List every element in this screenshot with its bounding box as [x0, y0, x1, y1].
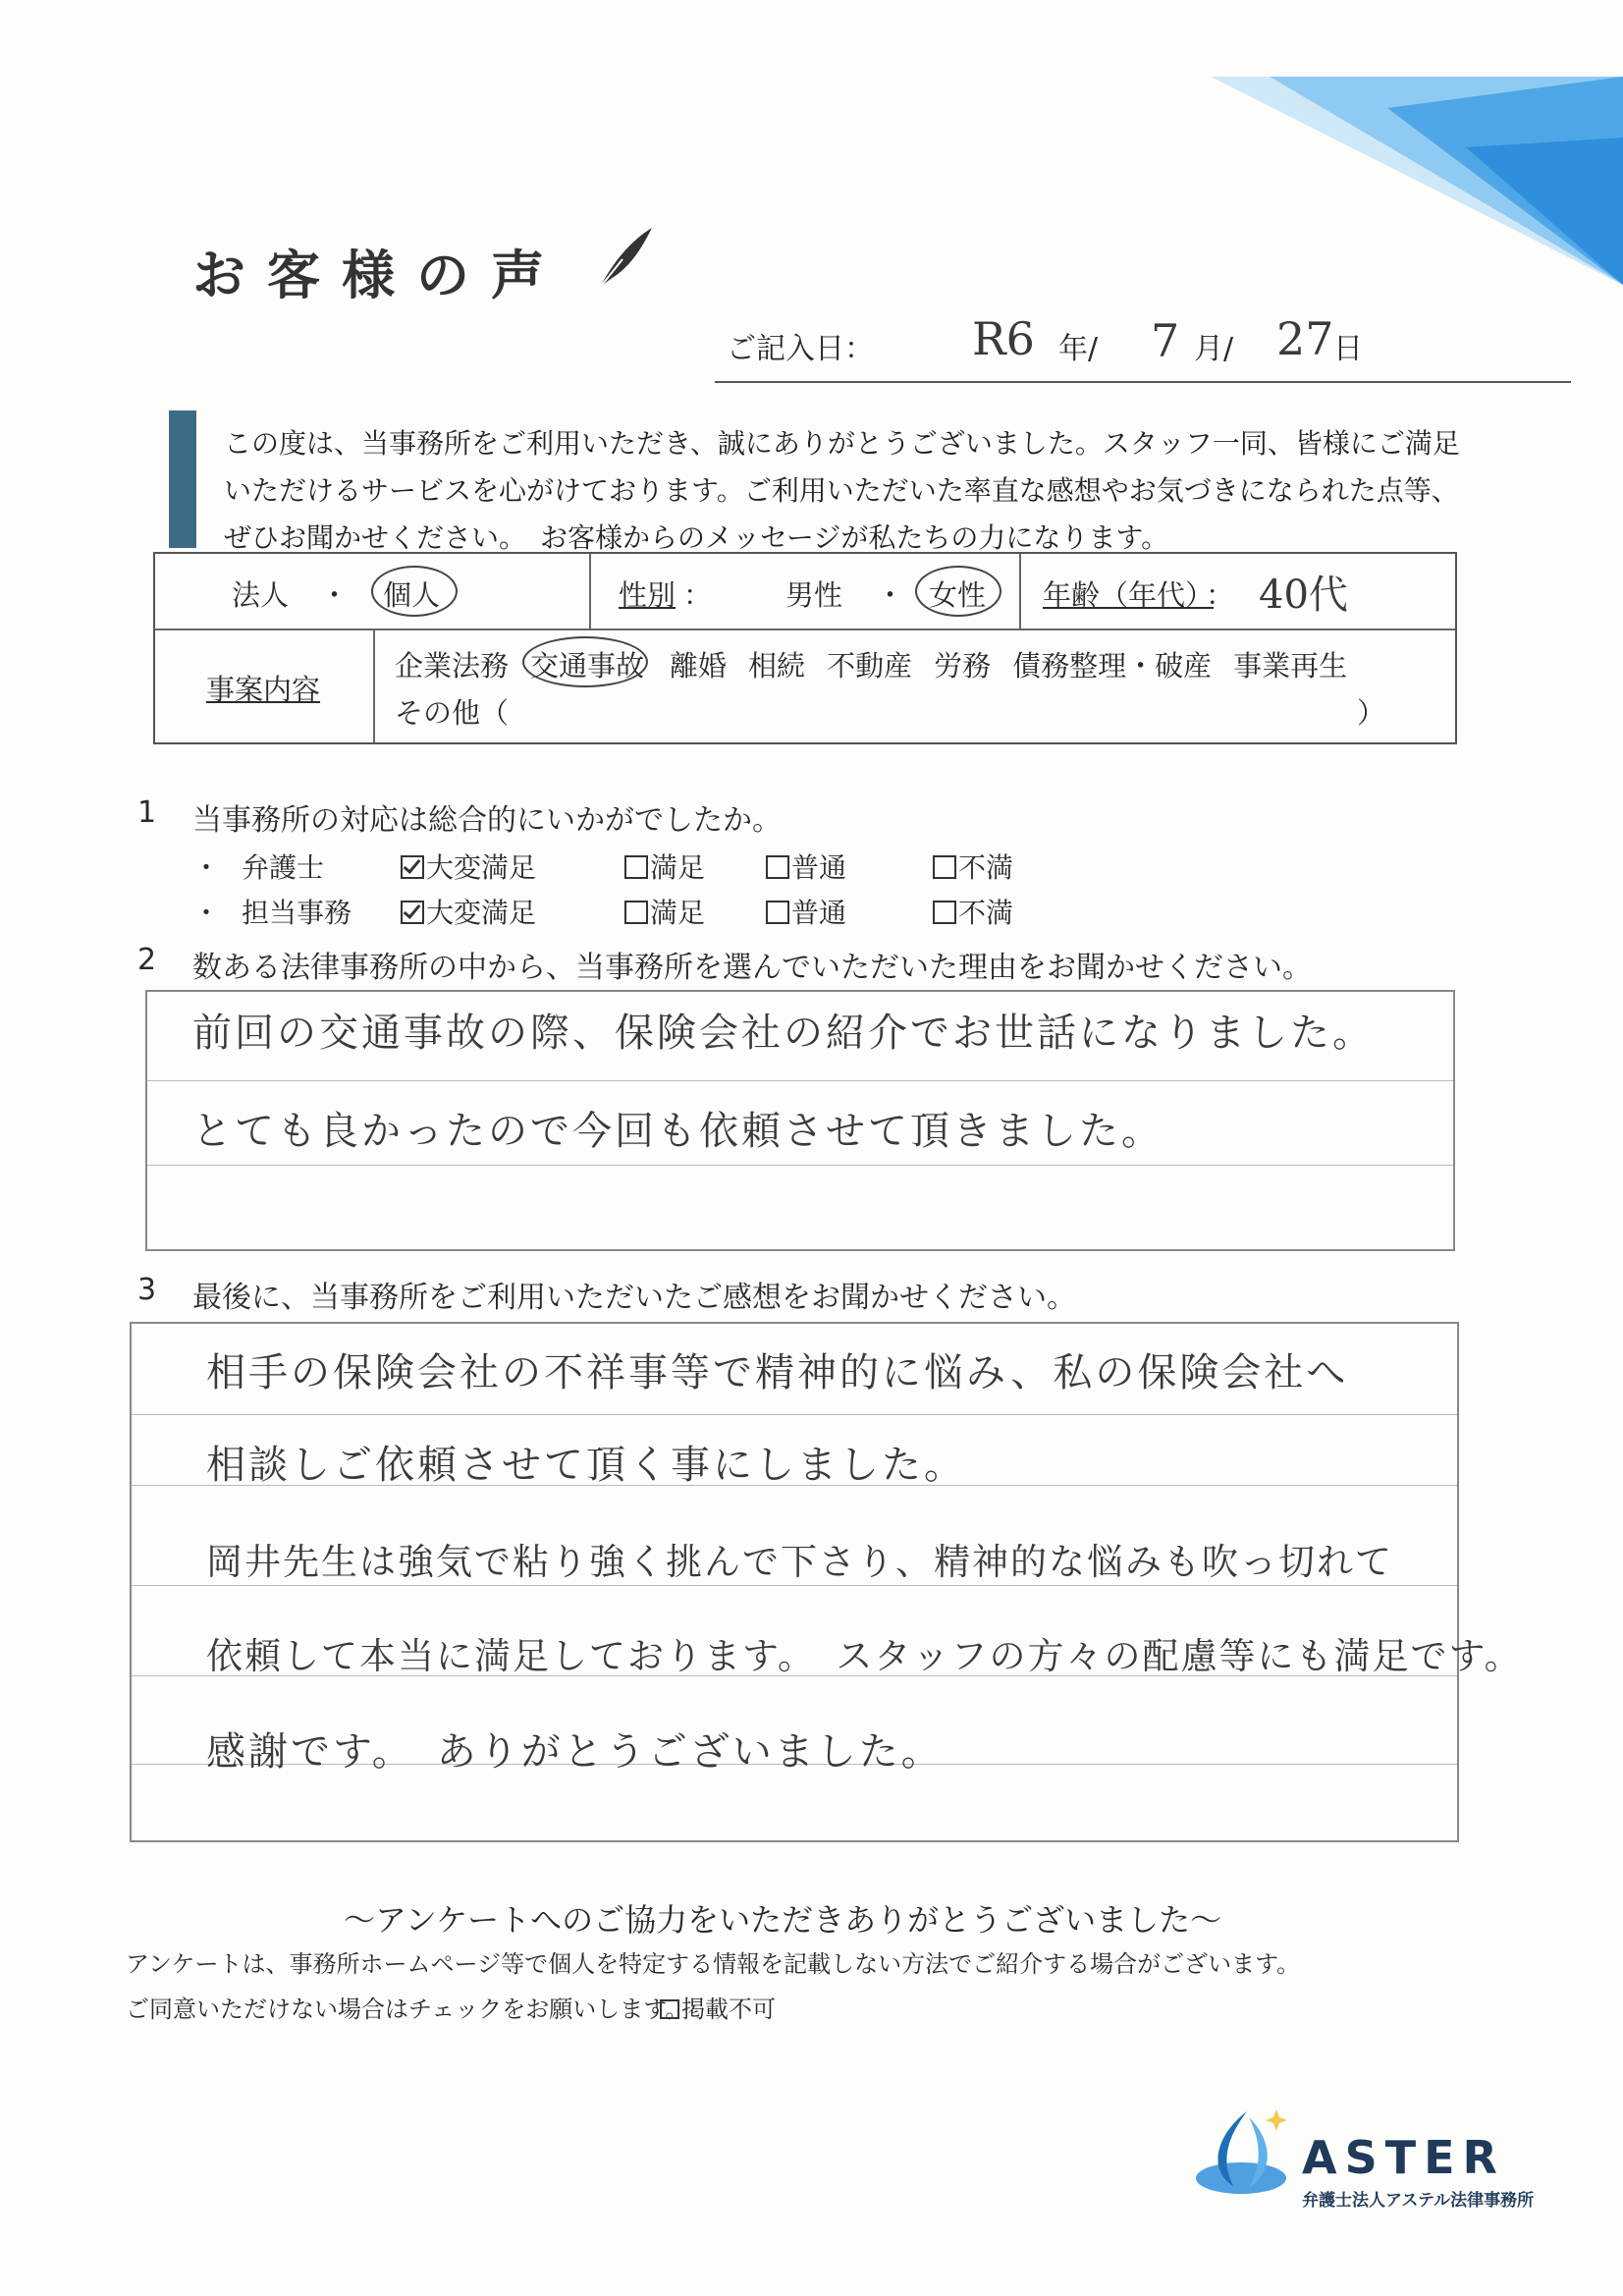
male-option: 男性 — [785, 578, 843, 612]
intro-accent-bar — [169, 410, 196, 548]
q1-option: 普通 — [766, 847, 846, 886]
checkbox[interactable] — [766, 901, 789, 924]
checkbox-checked[interactable] — [401, 855, 424, 879]
q3-text: 最後に、当事務所をご利用いただいたご感想をお聞かせください。 — [192, 1281, 1076, 1315]
q2-number: 2 — [137, 943, 157, 977]
q1-number: 1 — [137, 795, 157, 830]
date-underline — [715, 381, 1571, 383]
intro-line-2: いただけるサービスを心がけております。ご利用いただいた率直な感想やお気づきになられた点等、 — [224, 474, 1459, 507]
case-option: 事業再生 — [1233, 649, 1348, 683]
checkbox[interactable] — [766, 855, 789, 879]
thanks-message: 〜アンケートへのご協力をいただきありがとうございました〜 — [344, 1901, 1222, 1939]
other-open: その他（ — [395, 696, 510, 730]
q3-number: 3 — [137, 1273, 157, 1307]
case-option: 相続 — [748, 649, 806, 683]
individual-option: 個人 — [383, 578, 441, 612]
divider — [1019, 554, 1021, 629]
q1-option: 大変満足 — [401, 892, 536, 931]
date-era: R6 — [972, 312, 1035, 365]
q1-option: 大変満足 — [401, 847, 536, 886]
q3-answer-line: 岡井先生は強気で粘り強く挑んで下さり、精神的な悩みも吹っ切れて — [206, 1541, 1393, 1583]
case-option: 債務整理・破産 — [1012, 649, 1213, 683]
page-title: お客様の声 — [192, 245, 566, 306]
checkbox[interactable] — [624, 901, 648, 924]
intro-line-1: この度は、当事務所をご利用いただき、誠にありがとうございました。スタッフ一同、皆様にご満足 — [224, 427, 1460, 460]
q2-text: 数ある法律事務所の中から、当事務所を選んでいただいた理由をお聞かせください。 — [192, 951, 1312, 985]
q3-answer-line: 相手の保険会社の不祥事等で精神的に悩み、私の保険会社へ — [206, 1350, 1349, 1395]
dot-separator: ・ — [320, 578, 350, 612]
aster-logo-text: ASTER — [1302, 2131, 1505, 2184]
corner-triangle-decoration — [1211, 0, 1623, 295]
q1-option: 不満 — [933, 892, 1013, 931]
q1-option: 満足 — [624, 892, 705, 931]
checkbox[interactable] — [624, 855, 648, 879]
q1-row-bullet: ・ — [192, 851, 221, 884]
intro-text — [224, 420, 1540, 562]
q1-option: 満足 — [624, 847, 705, 886]
q1-option: 不満 — [933, 847, 1013, 886]
case-option: 離婚 — [670, 649, 728, 683]
q1-row-label: 弁護士 — [242, 851, 325, 884]
divider — [373, 629, 375, 742]
gender-colon: ： — [683, 578, 713, 612]
checkbox[interactable] — [933, 901, 956, 924]
ruled-line — [147, 1165, 1453, 1166]
selected-circle — [522, 636, 648, 687]
q1-text: 当事務所の対応は総合的にいかがでしたか。 — [192, 803, 782, 838]
case-option: 労務 — [934, 649, 992, 683]
date-day-unit: 日 — [1333, 332, 1363, 366]
age-colon: ： — [1206, 578, 1235, 612]
intro-line-3: ぜひお聞かせください。 お客様からのメッセージが私たちの力になります。 — [224, 521, 1169, 554]
date-year-unit: 年/ — [1058, 332, 1099, 366]
q2-answer-line: とても良かったので今回も依頼させて頂きました。 — [192, 1109, 1163, 1154]
date-label: ご記入日： — [727, 332, 874, 366]
checkbox[interactable] — [933, 855, 956, 879]
no-publish-checkbox[interactable] — [660, 1999, 679, 2019]
client-info-table — [153, 552, 1457, 744]
dot-separator: ・ — [876, 578, 905, 612]
divider — [589, 554, 591, 629]
q1-option: 普通 — [766, 892, 846, 931]
date-month: 7 — [1151, 314, 1180, 367]
q3-answer-line: 感謝です。 ありがとうございました。 — [206, 1729, 944, 1775]
no-publish-option: 掲載不可 — [660, 1990, 776, 2024]
aster-logo-icon — [1190, 2102, 1298, 2210]
female-option: 女性 — [929, 578, 987, 612]
checkbox-checked[interactable] — [401, 901, 424, 924]
case-option: 企業法務 — [395, 649, 510, 683]
ruled-line — [132, 1414, 1457, 1415]
q3-answer-line: 依頼して本当に満足しております。 スタッフの方々の配慮等にも満足です。 — [206, 1635, 1523, 1677]
q1-row-bullet: ・ — [192, 897, 221, 929]
age-value: 40代 — [1259, 573, 1348, 618]
aster-logo-subtitle: 弁護士法人アステル法律事務所 — [1302, 2191, 1535, 2211]
quill-icon — [593, 224, 656, 295]
publication-note: アンケートは、事務所ホームページ等で個人を特定する情報を記載しない方法でご紹介する場合がございます。 — [126, 1950, 1301, 1978]
q1-row-label: 担当事務 — [242, 897, 352, 929]
corp-option: 法人 — [232, 578, 290, 612]
case-option: 不動産 — [827, 649, 913, 683]
q2-answer-line: 前回の交通事故の際、保険会社の紹介でお世話になりました。 — [192, 1011, 1375, 1056]
q3-answer-line: 相談しご依頼させて頂く事にしました。 — [206, 1443, 966, 1488]
selected-circle — [915, 566, 1001, 617]
selected-circle — [371, 566, 458, 617]
gender-label: 性別 — [619, 578, 676, 612]
ruled-line — [147, 1080, 1453, 1081]
case-label: 事案内容 — [206, 673, 321, 706]
date-day: 27 — [1276, 312, 1334, 365]
case-option-selected: 交通事故 — [530, 649, 645, 683]
ruled-line — [132, 1585, 1457, 1586]
age-label: 年齢（年代） — [1043, 578, 1215, 612]
consent-note: ご同意いただけない場合はチェックをお願いします。 — [126, 1995, 689, 2023]
date-month-unit: 月/ — [1194, 332, 1234, 366]
other-close: ） — [1357, 696, 1386, 730]
